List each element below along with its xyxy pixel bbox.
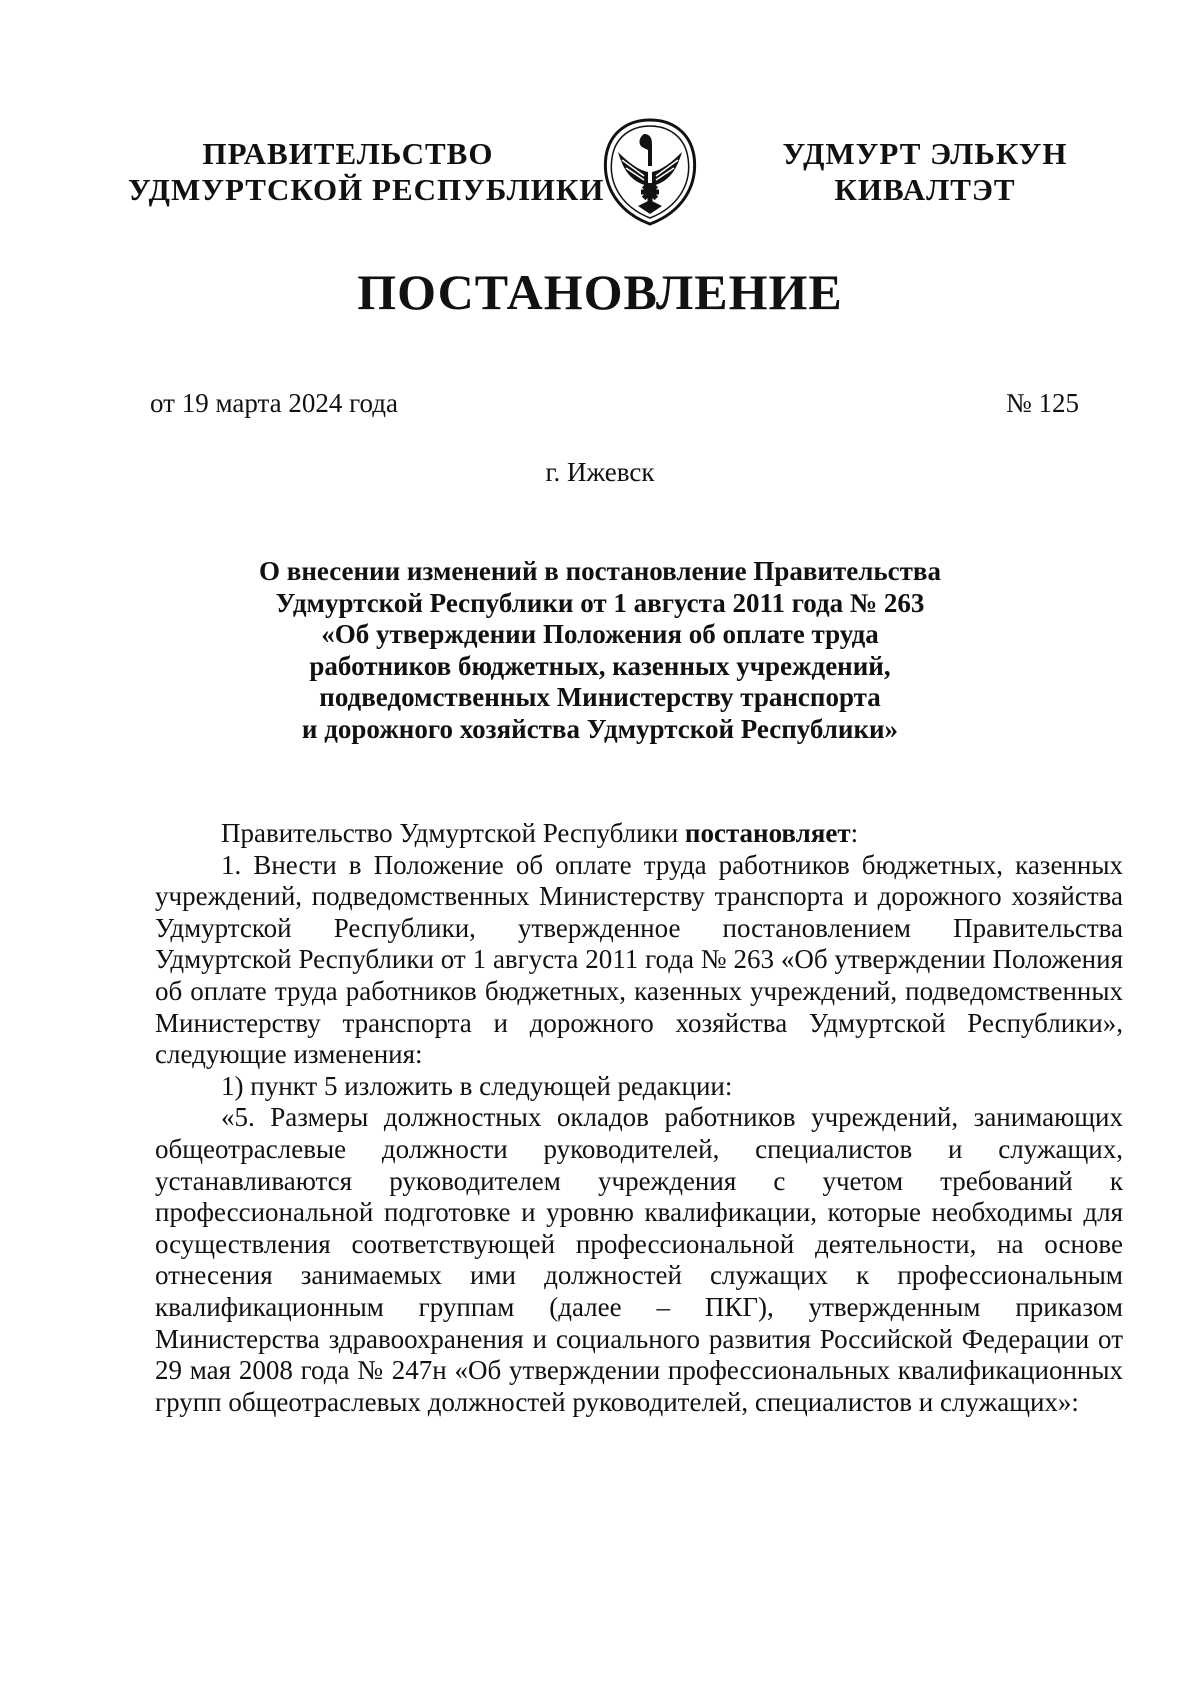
title-line: «Об утверждении Положения об оплате труда [321,619,879,649]
document-type-heading: ПОСТАНОВЛЕНИЕ [357,264,843,320]
intro-prefix: Правительство Удмуртской Республики [221,818,685,848]
udmurt-emblem-icon [598,116,702,228]
title-line: и дорожного хозяйства Удмуртской Республики» [301,713,899,744]
document-number: № 125 [1005,388,1079,418]
header-left-line2: УДМУРТСКОЙ РЕСПУБЛИКИ [128,172,605,207]
header-authority-russian [128,136,605,208]
paragraph-1: 1. Внести в Положение об оплате труда работников бюджетных, казенных учреждений, подведомственных Министерству транспорта и дорожного хозяйства Удмуртской Республики, утвержденное постановлением Правительства Удмуртской Республики от 1 августа 2011 года № 263 «Об утверждении Положения об оплате труда работников бюджетных, казенных учреждений, подведомственных Министерству транспорта и дорожного хозяйства Удмуртской Республики», следующие изменения: [155,849,1123,1070]
intro-suffix: : [850,818,859,848]
intro-paragraph [155,818,1123,850]
title-line: О внесении изменений в постановление Правительства [259,556,941,586]
document-body [155,818,1123,1418]
title-line: Удмуртской Республики от 1 августа 2011 года № 263 [275,587,925,618]
document-date: от 19 марта 2024 года [150,388,398,418]
paragraph-3: «5. Размеры должностных окладов работников учреждений, занимающих общеотраслевые должности руководителей, специалистов и служащих, устанавливаются руководителем учреждения с учетом требований к профессиональной подготовке и уровню квалификации, которые необходимы для осуществления соответствующей профессиональной деятельности, на основе отнесения занимаемых ими должностей служащих к профессиональным квалификационным группам (далее – ПКГ), утвержденным приказом Министерства здравоохранения и социального развития Российской Федерации от 29 мая 2008 года № 247н «Об утверждении профессиональных квалификационных групп общеотраслевых должностей руководителей, специалистов и служащих»: [155,1102,1123,1417]
header-authority-udmurt [770,136,1080,208]
paragraph-2: 1) пункт 5 изложить в следующей редакции: [221,1070,733,1101]
document-title [150,556,1050,745]
header-right-line2: КИВАЛТЭТ [834,172,1016,207]
document-city: г. Ижевск [545,457,655,487]
header-right-line1: УДМУРТ ЭЛЬКУН [782,136,1068,171]
title-line: подведомственных Министерству транспорта [319,682,881,712]
header-left-line1: ПРАВИТЕЛЬСТВО [202,136,494,171]
title-line: работников бюджетных, казенных учреждений, [309,650,891,681]
intro-decree-word: постановляет [684,818,851,848]
